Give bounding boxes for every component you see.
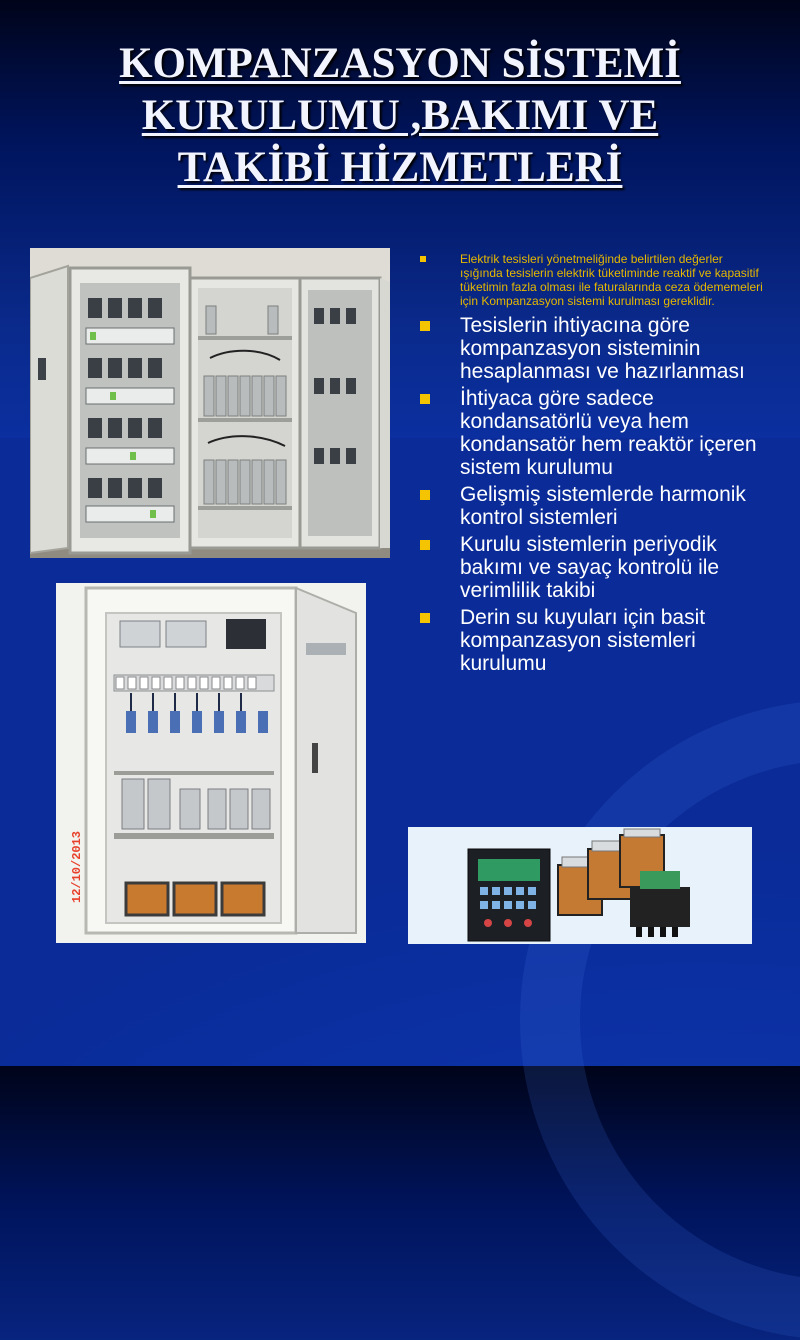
bullet-list [418,252,768,679]
page-title [40,38,760,194]
bullet-text: Gelişmiş sistemlerde harmonik kontrol sistemleri [460,483,746,529]
photo-cabinet-panel [30,248,390,558]
title-line: KOMPANZASYON SİSTEMİ [119,40,681,87]
title-line: KURULUMU ,BAKIMI VE [141,92,659,139]
bullet-marker [420,490,430,500]
bullet-marker [420,256,426,262]
bullet-text: Derin su kuyuları için basit kompanzasyon sistemleri kurulumu [460,606,706,675]
bullet-item [418,483,768,529]
bullet-text: İhtiyaca göre sadece kondansatörlü veya hem kondansatör hem reaktör içeren sistem kurulumu [460,387,757,479]
photo-relay-and-reactors [408,827,752,944]
date-stamp: 12/10/2013 [70,830,84,903]
bullet-item [418,533,768,602]
bullet-text: Tesislerin ihtiyacına göre kompanzasyon sisteminin hesaplanması ve hazırlanması [460,314,745,383]
bullet-item [418,252,768,308]
bullet-item [418,606,768,675]
photo-single-cabinet [56,583,366,943]
bullet-marker [420,394,430,404]
title-line: TAKİBİ HİZMETLERİ [177,144,623,191]
bullet-text: Kurulu sistemlerin periyodik bakımı ve sayaç kontrolü ile verimlilik takibi [460,533,720,602]
bullet-item [418,387,768,479]
bullet-item [418,314,768,383]
bullet-marker [420,613,430,623]
bullet-marker [420,540,430,550]
bullet-marker [420,321,430,331]
bullet-text: Elektrik tesisleri yönetmeliğinde belirtilen değerler ışığında tesislerin elektrik tüketiminde reaktif ve kapasitif tüketimin fazla olması ile faturalarında ceza ödememeleri için Kompanzasyon sistemi kurulması gereklidir. [460,252,763,308]
